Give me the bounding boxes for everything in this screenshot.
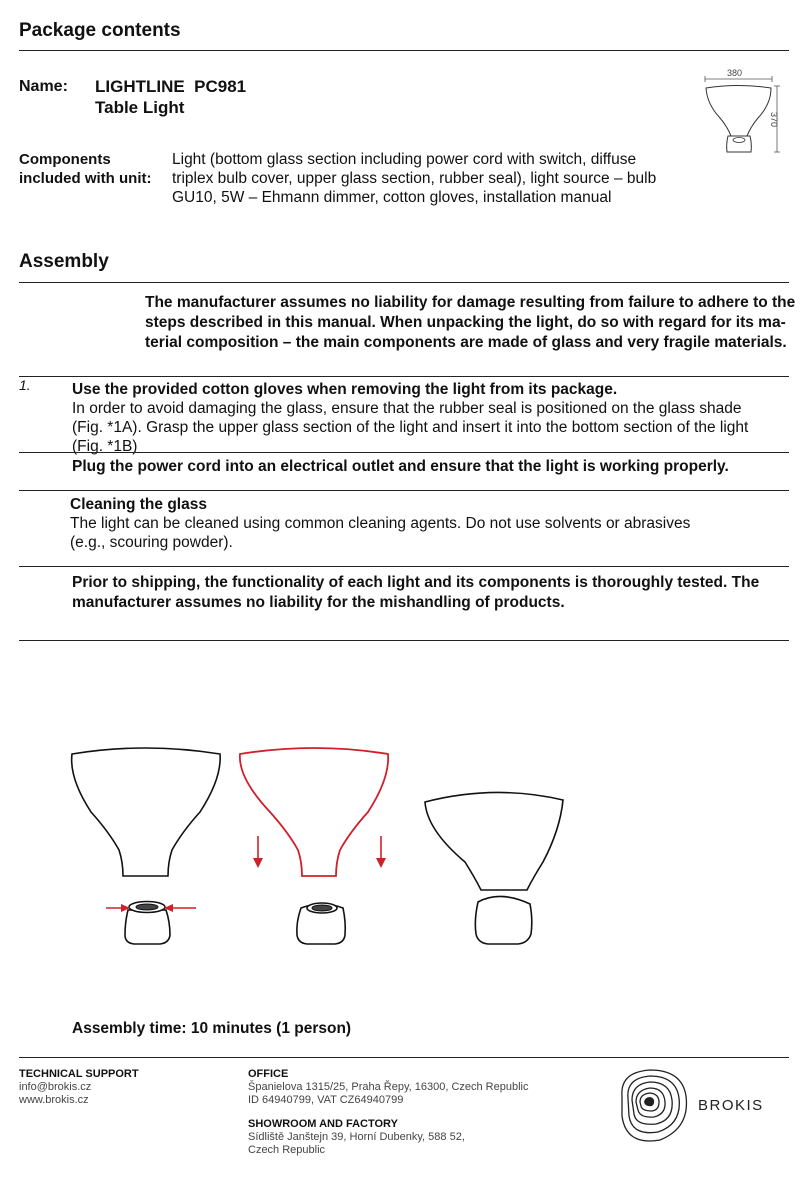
office-ids: ID 64940799, VAT CZ64940799 <box>248 1094 404 1106</box>
support-web-link[interactable]: www.brokis.cz <box>19 1094 89 1106</box>
support-title: TECHNICAL SUPPORT <box>19 1068 139 1080</box>
shade-fig-a <box>72 748 221 876</box>
disclaimer-line: terial composition – the main components are made of glass and very fragile materials. <box>145 334 787 351</box>
name-label: Name: <box>19 78 68 95</box>
disclaimer-line: The manufacturer assumes no liability for damage resulting from failure to adhere to the <box>145 294 796 311</box>
showroom-country: Czech Republic <box>248 1144 326 1156</box>
assembly-title: Assembly <box>19 251 109 272</box>
divider <box>19 1057 789 1058</box>
divider <box>19 640 789 641</box>
showroom-info <box>248 1118 465 1157</box>
components-label-line: Components <box>19 151 111 168</box>
cleaning-text <box>70 514 690 552</box>
cleaning-text-line: The light can be cleaned using common cleaning agents. Do not use solvents or abrasives <box>70 515 691 532</box>
step-text-line: (Fig. *1B) <box>72 438 138 455</box>
components-label-line: included with unit: <box>19 170 152 187</box>
office-title: OFFICE <box>248 1068 289 1080</box>
lamp-base-outline <box>727 136 752 152</box>
cleaning-title: Cleaning the glass <box>70 496 207 513</box>
step-text <box>72 399 748 456</box>
components-text-line: triplex bulb cover, upper glass section, rubber seal), light source – bulb <box>172 170 657 187</box>
step-number: 1. <box>19 377 31 393</box>
office-address: Španielova 1315/25, Praha Řepy, 16300, Czech Republic <box>248 1081 529 1093</box>
components-label <box>19 150 151 188</box>
product-model: LIGHTLINE PC981 <box>95 77 247 96</box>
components-text <box>172 150 656 207</box>
base-fig-c <box>475 896 531 944</box>
shipping-line: manufacturer assumes no liability for the mishandling of products. <box>72 594 565 611</box>
cleaning-text-line: (e.g., scouring powder). <box>70 534 233 551</box>
shipping-line: Prior to shipping, the functionality of each light and its components is thoroughly tested. The <box>72 574 760 591</box>
office-info <box>248 1068 528 1107</box>
step-title: Use the provided cotton gloves when removing the light from its package. <box>72 381 618 398</box>
disclaimer <box>145 293 795 353</box>
step-text-line: In order to avoid damaging the glass, ensure that the rubber seal is positioned on the glass shade <box>72 400 742 417</box>
product-name <box>95 76 246 118</box>
divider <box>19 452 789 453</box>
assembly-time: Assembly time: 10 minutes (1 person) <box>72 1020 352 1037</box>
technical-support <box>19 1068 139 1107</box>
product-type: Table Light <box>95 98 185 117</box>
page-title: Package contents <box>19 20 181 41</box>
components-text-line: Light (bottom glass section including power cord with switch, diffuse <box>172 151 637 168</box>
shade-fig-c <box>425 792 563 890</box>
brand-name: BROKIS <box>698 1097 764 1114</box>
divider <box>19 566 789 567</box>
step-text-line: (Fig. *1A). Grasp the upper glass section of the light and insert it into the bottom section of the light <box>72 419 749 436</box>
plug-instruction: Plug the power cord into an electrical outlet and ensure that the light is working properly. <box>72 458 729 475</box>
disclaimer-line: steps described in this manual. When unpacking the light, do so with regard for its ma- <box>145 314 786 331</box>
divider <box>19 282 789 283</box>
showroom-address: Sídliště Janštejn 39, Horní Dubenky, 588 52, <box>248 1131 465 1143</box>
divider <box>19 376 789 377</box>
divider <box>19 490 789 491</box>
shade-fig-b <box>240 748 388 876</box>
components-text-line: GU10, 5W – Ehmann dimmer, cotton gloves, installation manual <box>172 189 612 206</box>
support-email-link[interactable]: info@brokis.cz <box>19 1081 92 1093</box>
height-value: 370 <box>769 112 779 128</box>
divider <box>19 50 789 51</box>
assembly-illustration <box>0 740 808 960</box>
lamp-shade-outline <box>706 86 771 137</box>
brokis-logo-icon <box>612 1066 692 1146</box>
base-fig-a <box>125 910 170 944</box>
shipping-notice <box>72 573 759 613</box>
showroom-title: SHOWROOM AND FACTORY <box>248 1118 398 1130</box>
dimension-sketch <box>695 66 785 156</box>
width-value: 380 <box>727 68 743 78</box>
